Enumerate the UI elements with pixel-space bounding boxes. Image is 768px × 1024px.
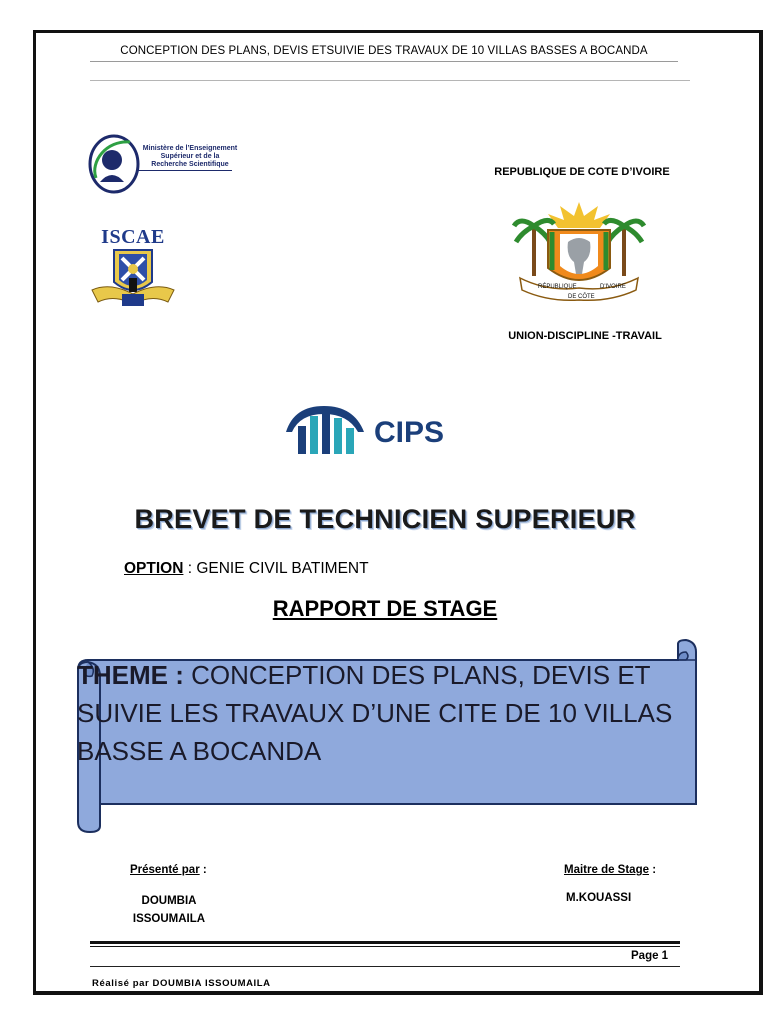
cips-wordmark: CIPS	[374, 416, 445, 449]
theme-body: CONCEPTION DES PLANS, DEVIS ET SUIVIE LES TRAVAUX D’UNE CITE DE 10 VILLAS BASSE A BOCANDA	[77, 660, 673, 766]
supervisor-label-suffix: :	[649, 864, 657, 876]
presented-by-label	[130, 864, 207, 876]
header-rule-secondary	[90, 80, 690, 81]
presented-by-suffix: :	[199, 864, 207, 876]
header-rule	[90, 61, 678, 62]
page-number-rule	[90, 966, 680, 967]
cips-logo	[284, 402, 490, 458]
coat-of-arms-emblem	[512, 196, 646, 308]
presenter-name	[126, 892, 212, 928]
theme-label: THEME :	[77, 660, 192, 690]
option-value: GENIE CIVIL BATIMENT	[196, 560, 369, 577]
theme-statement	[77, 656, 677, 770]
footer-rule	[90, 941, 680, 944]
page-number: Page 1	[631, 950, 669, 962]
seal-text-center: DE CÔTE	[568, 294, 595, 300]
ministry-underline	[136, 170, 232, 171]
presenter-name-line-2: ISSOUMAILA	[132, 913, 206, 925]
republic-title: REPUBLIQUE DE COTE D’IVOIRE	[494, 166, 670, 178]
running-header: CONCEPTION DES PLANS, DEVIS ETSUIVIE DES TRAVAUX DE 10 VILLAS BASSES A BOCANDA	[120, 45, 648, 57]
ministry-line-1: Ministère de l’Enseignement	[142, 145, 238, 152]
footer-credit: Réalisé par DOUMBIA ISSOUMAILA	[92, 978, 271, 989]
ministry-line-2: Supérieur et de la	[160, 153, 220, 160]
iscae-name: ISCAE	[101, 226, 165, 248]
report-title: RAPPORT DE STAGE	[272, 596, 498, 621]
seal-text-left: RÉPUBLIQUE	[538, 284, 577, 290]
national-motto: UNION-DISCIPLINE -TRAVAIL	[508, 330, 662, 342]
presented-by-text: Présenté par	[130, 864, 200, 876]
supervisor-label	[564, 864, 656, 876]
supervisor-label-text: Maitre de Stage	[564, 864, 649, 876]
supervisor-name: M.KOUASSI	[566, 892, 632, 904]
presenter-name-line-1: DOUMBIA	[141, 895, 197, 907]
option-label: OPTION	[124, 560, 184, 577]
diploma-title: BREVET DE TECHNICIEN SUPERIEUR	[134, 504, 636, 534]
footer-rule-thin	[90, 946, 680, 947]
ministry-name	[140, 145, 240, 169]
ministry-line-3: Recherche Scientifique	[151, 161, 229, 168]
option-separator: :	[183, 560, 197, 577]
seal-text-right: D'IVOIRE	[600, 284, 626, 290]
option-line	[124, 560, 369, 578]
